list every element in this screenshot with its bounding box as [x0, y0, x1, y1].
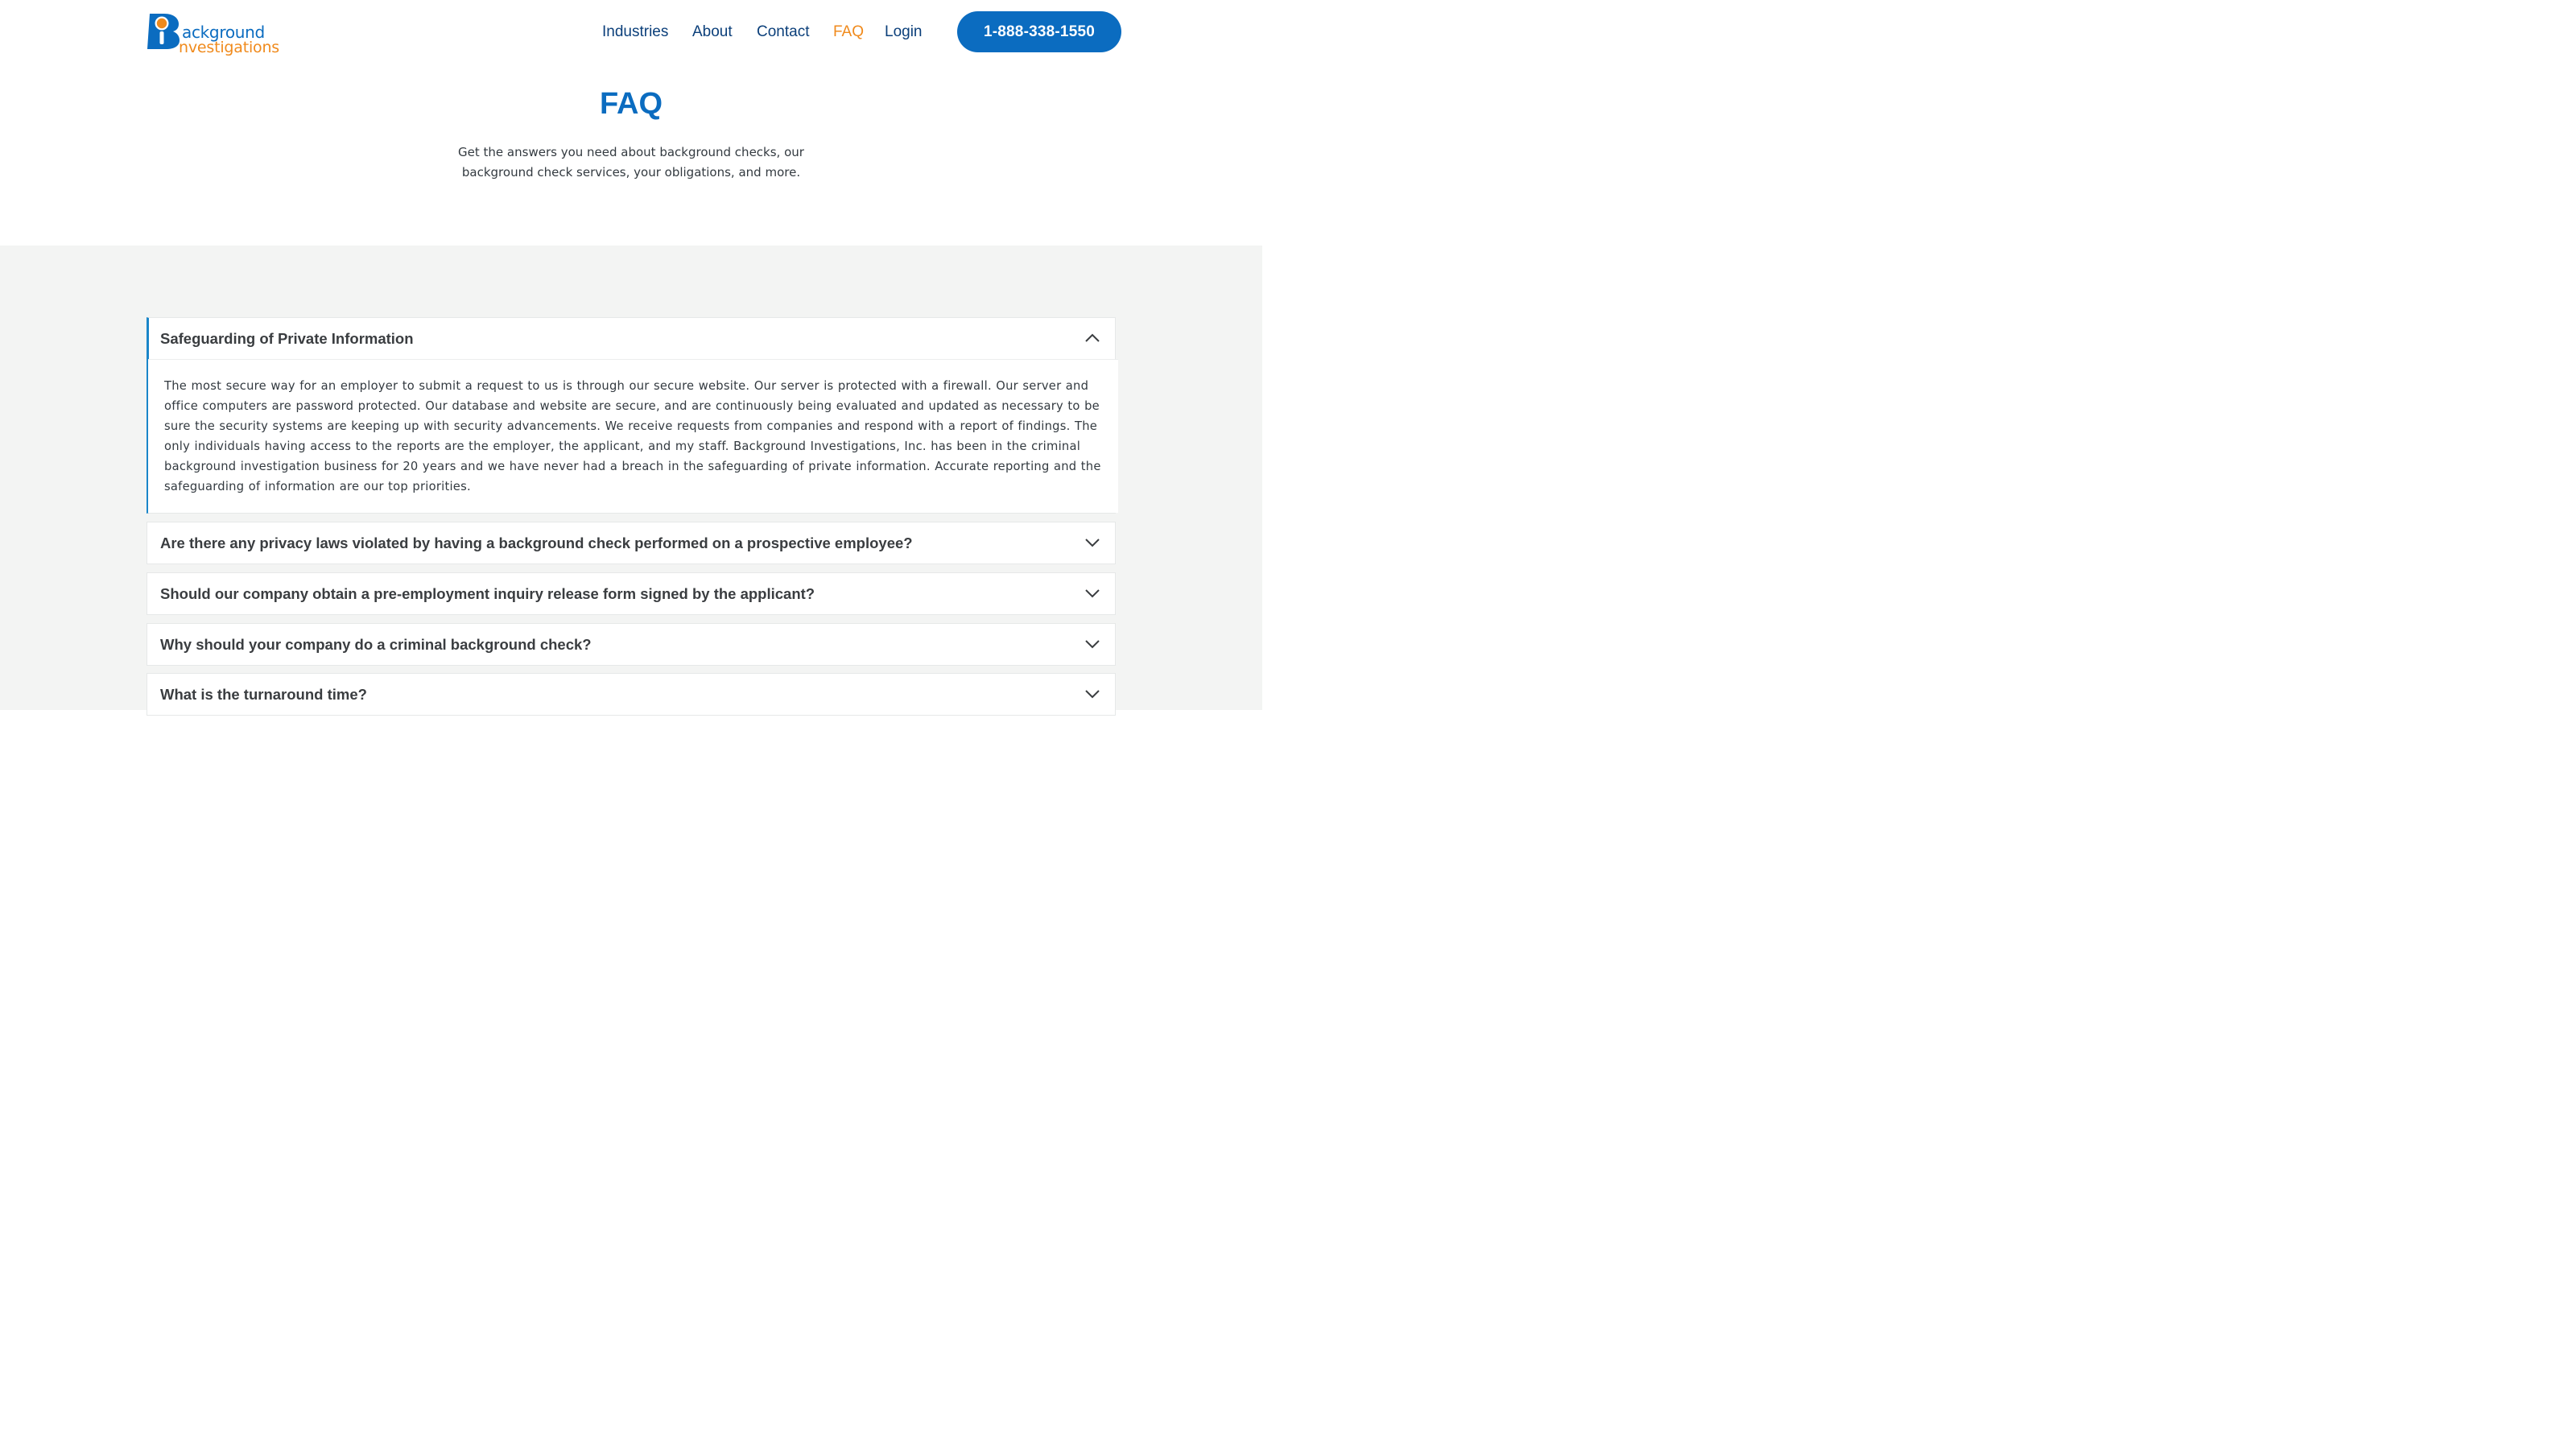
nav-login[interactable]: Login: [885, 23, 923, 40]
logo-text-line1: ackground: [182, 23, 265, 42]
chevron-down-icon[interactable]: [1084, 636, 1100, 652]
faq-item: [147, 522, 1116, 564]
faq-question-toggle[interactable]: [147, 674, 1115, 715]
faq-question-toggle[interactable]: [147, 624, 1115, 665]
faq-question-toggle[interactable]: [149, 318, 1115, 359]
faq-question-toggle[interactable]: [147, 573, 1115, 614]
phone-call-button[interactable]: 1-888-338-1550: [957, 11, 1121, 52]
faq-question-text: Are there any privacy laws violated by having a background check performed on a prospective employee?: [160, 535, 913, 551]
faq-question-text: Safeguarding of Private Information: [160, 330, 414, 347]
brand-logo[interactable]: [147, 12, 295, 56]
nav-faq[interactable]: FAQ: [833, 23, 865, 40]
site-header: [0, 0, 1262, 64]
faq-question-text: Should our company obtain a pre-employment inquiry release form signed by the applicant?: [160, 585, 815, 602]
chevron-down-icon[interactable]: [1084, 686, 1100, 702]
faq-question-text: Why should your company do a criminal background check?: [160, 636, 592, 653]
faq-question-text: What is the turnaround time?: [160, 686, 367, 703]
faq-item: [147, 317, 1116, 514]
faq-answer-panel: [148, 359, 1118, 513]
logo-magnifier-icon: [147, 12, 182, 51]
page-subtitle: Get the answers you need about background checks, our background check services, your obligations, and more.: [458, 145, 804, 180]
chevron-up-icon[interactable]: [1084, 330, 1100, 346]
faq-section: [0, 246, 1262, 710]
faq-item: [147, 673, 1116, 716]
chevron-down-icon[interactable]: [1084, 535, 1100, 551]
logo-text-line2: nvestigations: [179, 39, 280, 56]
faq-item: [147, 623, 1116, 666]
chevron-down-icon[interactable]: [1084, 585, 1100, 601]
page-title: FAQ: [599, 87, 663, 121]
nav-contact[interactable]: Contact: [757, 23, 810, 40]
faq-question-toggle[interactable]: [147, 522, 1115, 564]
nav-industries[interactable]: Industries: [602, 23, 669, 40]
faq-item: [147, 572, 1116, 615]
faq-answer-text: The most secure way for an employer to submit a request to us is through our secure website. Our server is protected with a firewall. Our server and office computers are password protected. Our database and website are secure, and are continuously being evaluated and updated as necessary to be sure the security systems are keeping up with security advancements. We receive requests from companies and respond with a report of findings. The only individuals having access to the reports are the employer, the applicant, and my staff. Background Investigations, Inc. has been in the criminal background investigation business for 20 years and we have never had a breach in the safeguarding of private information. Accurate reporting and the safeguarding of information are our top priorities.: [164, 379, 1101, 493]
nav-about[interactable]: About: [692, 23, 733, 40]
